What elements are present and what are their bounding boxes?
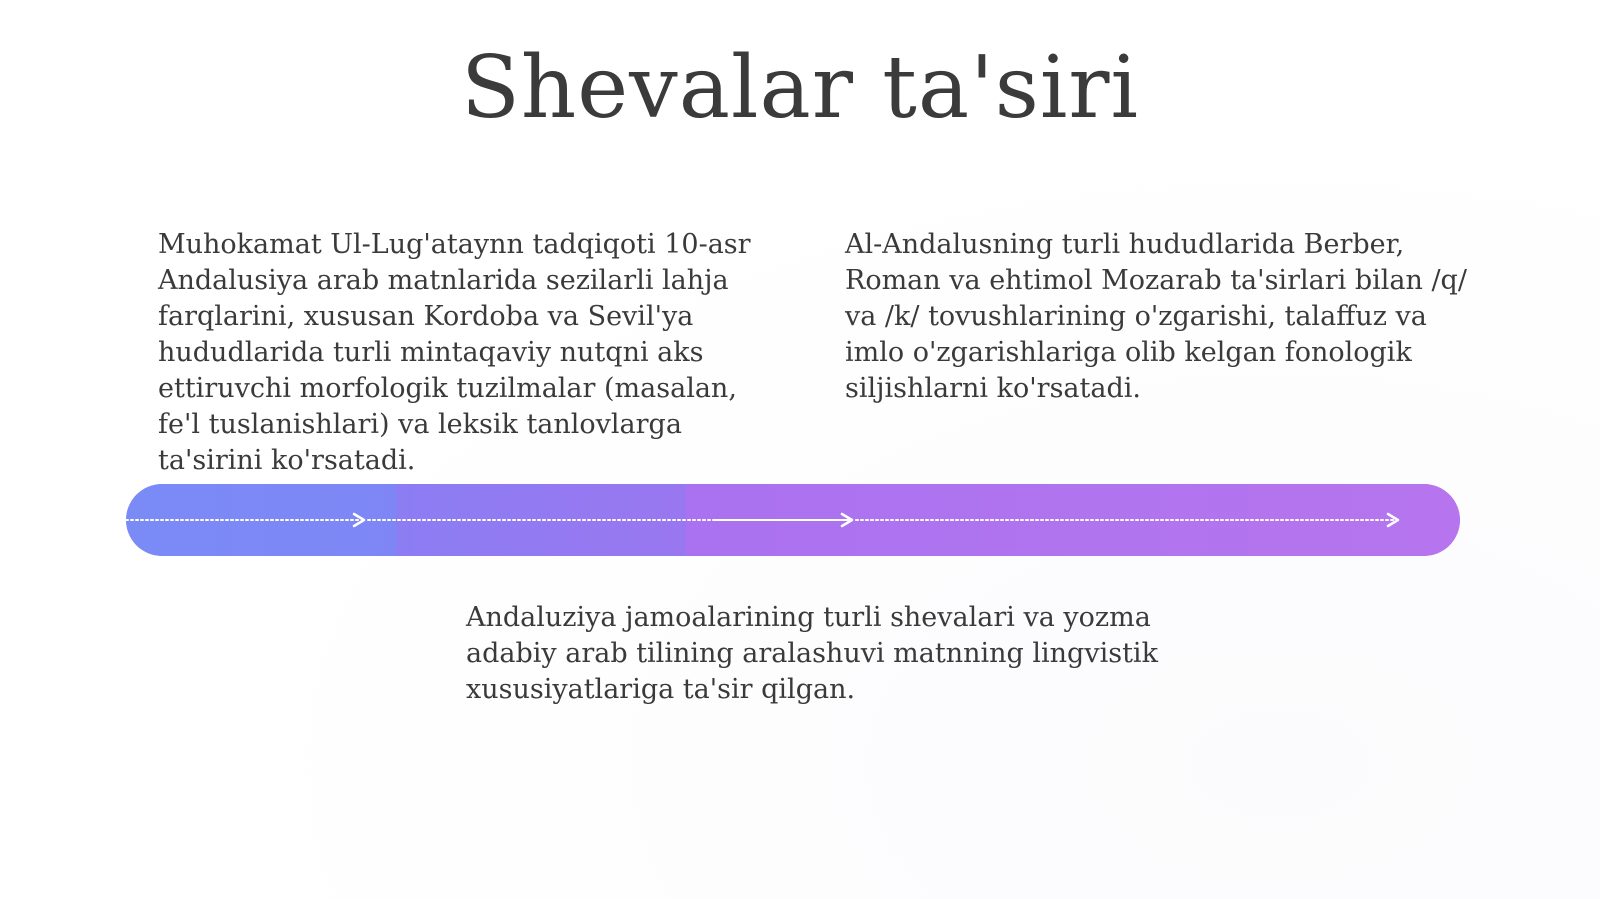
page-title: Shevalar ta'siri [460,38,1139,138]
text-block-bottom: Andaluziya jamoalarining turli shevalari va yozma adabiy arab tilining aralashuvi matnning lingvistik xususiyatlariga ta'sir qilgan. [466,602,1158,705]
text-block-left: Muhokamat Ul-Lug'ataynn tadqiqoti 10-asr Andalusiya arab matnlarida sezilarli lahja farqlarini, xususan Kordoba va Sevil'ya hududlarida turli mintaqaviy nutqni aks ettiruvchi morfologik tuzilmalar (masalan, fe'l tuslanishlari) va leksik tanlovlarga ta'sirini ko'rsatadi. [158,229,751,476]
text-block-right: Al-Andalusning turli hududlarida Berber, Roman va ehtimol Mozarab ta'sirlari bilan /q/ va /k/ tovushlarining o'zgarishi, talaffuz va imlo o'zgarishlariga olib kelgan fonologik siljishlarni ko'rsatadi. [845,229,1467,404]
timeline-arrows [126,484,1460,556]
timeline-bar [126,484,1460,556]
